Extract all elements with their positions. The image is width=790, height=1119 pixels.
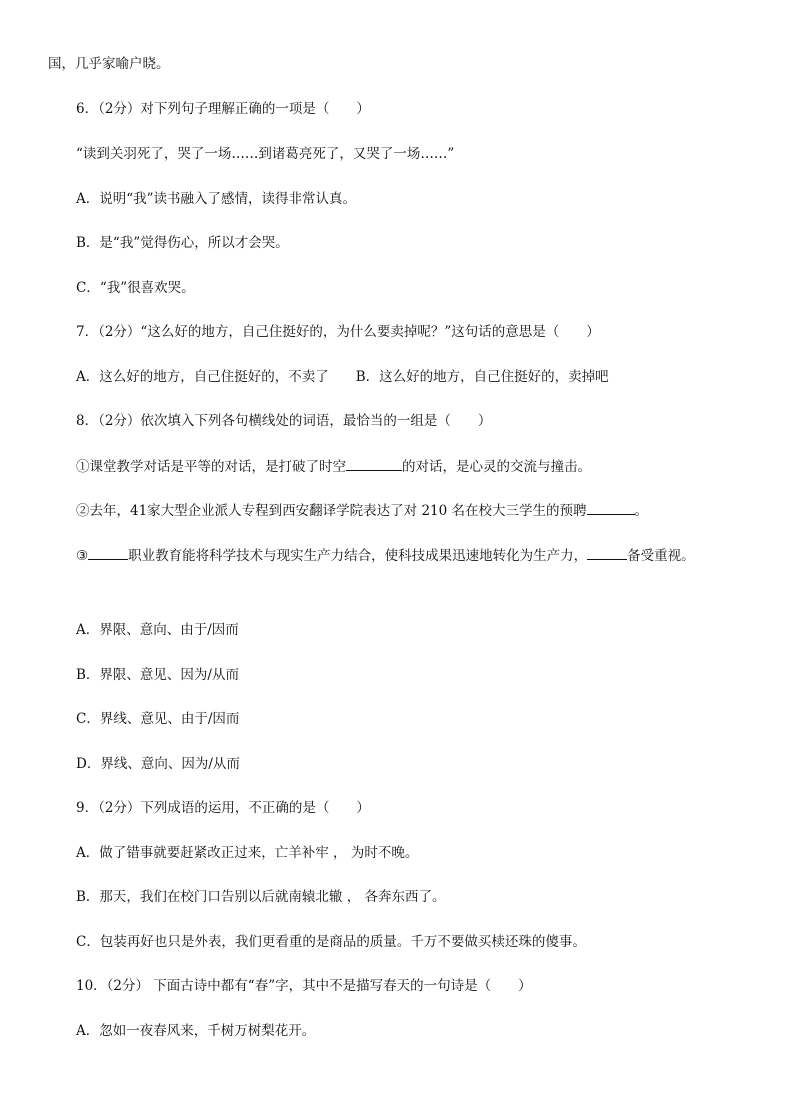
sentence-1-part-a: ①课堂教学对话是平等的对话，是打破了时空 <box>76 459 346 475</box>
question-6-option-a: A．说明“我”读书融入了感情，读得非常认真。 <box>76 191 357 207</box>
question-7-options: A．这么好的地方，自己住挺好的，不卖了 B．这么好的地方，自己住挺好的，卖掉吧 <box>76 369 609 385</box>
question-9-option-c: C．包装再好也只是外表，我们更看重的是商品的质量。千万不要做买椟还珠的傻事。 <box>76 934 586 950</box>
fill-blank <box>346 457 402 471</box>
question-8-option-d: D．界线、意向、因为/从而 <box>76 756 240 772</box>
fill-blank <box>587 501 635 515</box>
question-8-sentence-1 <box>76 457 591 476</box>
sentence-1-part-b: 的对话，是心灵的交流与撞击。 <box>402 459 591 475</box>
sentence-2-part-a: ②去年，41家大型企业派人专程到西安翻译学院表达了对 210 名在校大三学生的预聘 <box>76 503 587 519</box>
question-7: 7．（2分）“这么好的地方，自己住挺好的，为什么要卖掉呢？”这句话的意思是（ ） <box>76 324 600 340</box>
fill-blank <box>587 546 627 560</box>
question-8-option-a: A．界限、意向、由于/因而 <box>76 622 239 638</box>
question-9-option-a: A．做了错事就要赶紧改正过来，亡羊补牢 ， 为时不晚。 <box>76 845 419 861</box>
question-6-option-c: C．“我”很喜欢哭。 <box>76 280 195 296</box>
question-8-option-c: C．界线、意见、由于/因而 <box>76 711 240 727</box>
fill-blank <box>88 546 128 560</box>
question-8-sentence-2 <box>76 501 648 520</box>
sentence-3-part-c: 备受重视。 <box>627 548 695 564</box>
text-line-continuation: 国，几乎家喻户晓。 <box>48 56 170 72</box>
question-10: 10．（2分） 下面古诗中都有“春”字，其中不是描写春天的一句诗是（ ） <box>76 978 532 994</box>
question-10-option-a: A．忽如一夜春风来，千树万树梨花开。 <box>76 1023 316 1039</box>
sentence-3-part-b: 职业教育能将科学技术与现实生产力结合，使科技成果迅速地转化为生产力， <box>128 548 588 564</box>
sentence-3-part-a: ③ <box>76 548 89 564</box>
question-6-option-b: B．是“我”觉得伤心，所以才会哭。 <box>76 235 289 251</box>
question-8-sentence-3 <box>76 546 695 565</box>
question-8: 8．（2分）依次填入下列各句横线处的词语，最恰当的一组是（ ） <box>76 413 492 429</box>
question-8-option-b: B．界限、意见、因为/从而 <box>76 667 239 683</box>
question-6-quote: “读到关羽死了，哭了一场……到诸葛亮死了，又哭了一场……” <box>76 146 455 162</box>
sentence-2-part-b: 。 <box>634 503 649 519</box>
question-9: 9．（2分）下列成语的运用，不正确的是（ ） <box>76 800 370 816</box>
question-6: 6．（2分）对下列句子理解正确的一项是（ ） <box>76 101 370 117</box>
question-9-option-b: B．那天，我们在校门口告别以后就南辕北辙 ， 各奔东西了。 <box>76 889 446 905</box>
